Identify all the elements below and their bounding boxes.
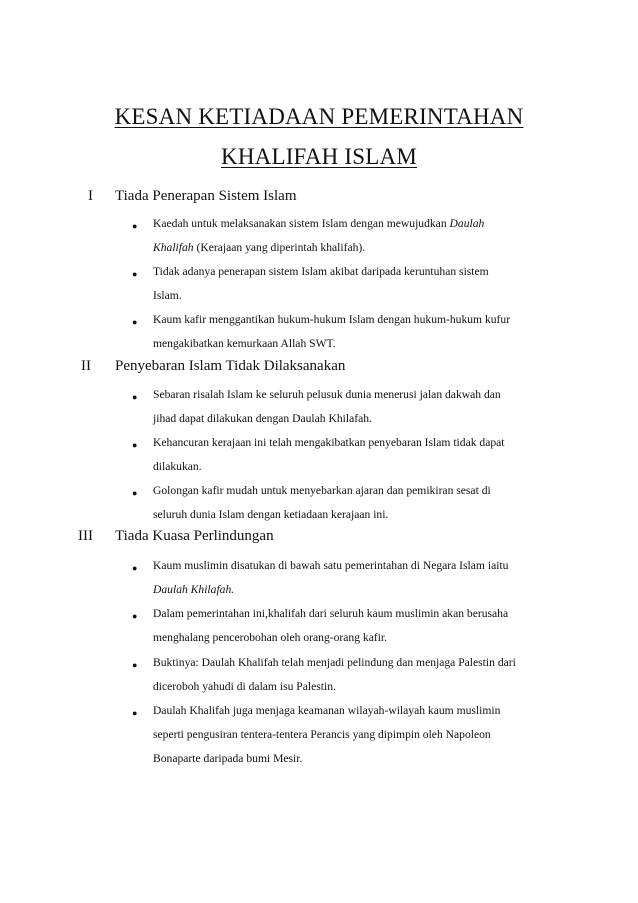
list-item-line: Islam. — [153, 289, 182, 302]
list-item-line: Tidak adanya penerapan sistem Islam akibat daripada keruntuhan sistem — [153, 265, 489, 278]
list-item-line: Buktinya: Daulah Khalifah telah menjadi pelindung dan menjaga Palestin dari — [153, 656, 516, 669]
list-item — [153, 554, 573, 602]
list-item-line: Kaum kafir menggantikan hukum-hukum Islam dengan hukum-hukum kufur — [153, 313, 511, 326]
section-number: I — [88, 188, 93, 204]
bullet-icon: ● — [132, 611, 138, 621]
bullet-icon: ● — [132, 440, 138, 450]
bullet-icon: ● — [132, 488, 138, 498]
list-item-line: mengakibatkan kemurkaan Allah SWT. — [153, 337, 336, 350]
list-item-line: dilakukan. — [153, 460, 202, 473]
list-item-line: seperti pengusiran tentera-tentera Perancis yang dipimpin oleh Napoleon — [153, 728, 491, 741]
bullet-icon: ● — [132, 660, 138, 670]
list-item-line — [153, 236, 573, 260]
list-item-line: Dalam pemerintahan ini,khalifah dari seluruh kaum muslimin akan berusaha — [153, 607, 509, 620]
list-item-line: seluruh dunia Islam dengan ketiadaan kerajaan ini. — [153, 508, 389, 521]
bullet-icon: ● — [132, 317, 138, 327]
list-item-line — [153, 212, 573, 236]
list-item — [153, 431, 573, 479]
list-item-text: Kaedah untuk melaksanakan sistem Islam dengan mewujudkan — [153, 217, 450, 230]
list-item — [153, 651, 573, 699]
list-item-line: Kaum muslimin disatukan di bawah satu pemerintahan di Negara Islam iaitu — [153, 559, 509, 572]
bullet-icon: ● — [132, 269, 138, 279]
list-item-text-italic: Khalifah — [153, 241, 194, 254]
bullet-icon: ● — [132, 392, 138, 402]
list-item-text: (Kerajaan yang diperintah khalifah). — [193, 241, 366, 254]
list-item — [153, 308, 573, 356]
list-item-line: Golongan kafir mudah untuk menyebarkan ajaran dan pemikiran sesat di — [153, 484, 491, 497]
section-heading: Tiada Penerapan Sistem Islam — [115, 188, 297, 204]
list-item — [153, 699, 573, 771]
document-title-line-2: KHALIFAH ISLAM — [221, 144, 417, 169]
list-item-line: menghalang pencerobohan oleh orang-orang kafir. — [153, 631, 388, 644]
list-item — [153, 260, 573, 308]
bullet-icon: ● — [132, 563, 138, 573]
list-item-text-italic: Daulah — [449, 217, 485, 230]
list-item-line: Daulah Khilafah. — [153, 583, 235, 596]
list-item-line: jihad dapat dilakukan dengan Daulah Khilafah. — [153, 412, 372, 425]
bullet-icon: ● — [132, 708, 138, 718]
bullet-icon: ● — [132, 221, 138, 231]
list-item-line: Kehancuran kerajaan ini telah mengakibatkan penyebaran Islam tidak dapat — [153, 436, 505, 449]
list-item-line: diceroboh yahudi di dalam isu Palestin. — [153, 680, 336, 693]
list-item-line: Daulah Khalifah juga menjaga keamanan wilayah-wilayah kaum muslimin — [153, 704, 501, 717]
list-item — [153, 383, 573, 431]
list-item-line: Sebaran risalah Islam ke seluruh pelusuk dunia menerusi jalan dakwah dan — [153, 388, 501, 401]
section-number: II — [81, 358, 91, 374]
document-title-line-1: KESAN KETIADAAN PEMERINTAHAN — [114, 104, 524, 129]
list-item-line: Bonaparte daripada bumi Mesir. — [153, 752, 303, 765]
section-number: III — [78, 528, 93, 544]
section-heading: Tiada Kuasa Perlindungan — [115, 528, 274, 544]
list-item — [153, 602, 573, 650]
list-item — [153, 212, 573, 260]
section-heading: Penyebaran Islam Tidak Dilaksanakan — [115, 358, 346, 374]
list-item — [153, 479, 573, 527]
